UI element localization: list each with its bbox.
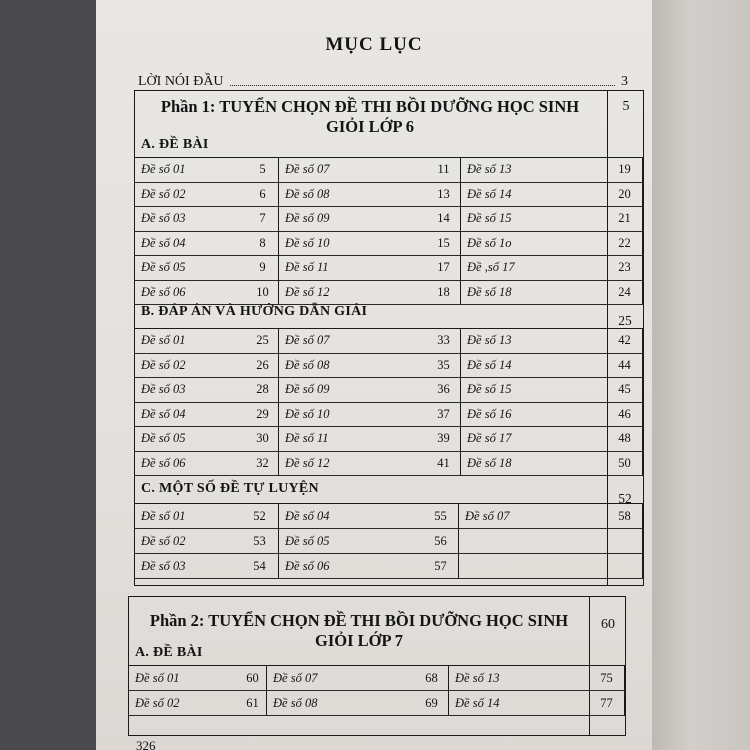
toc-entry-page: 23 (607, 256, 643, 280)
toc-entry-page: 29 (247, 403, 279, 427)
toc-entry-page: 58 (607, 504, 643, 528)
part1-b-page: 25 (618, 313, 632, 328)
toc-entry-page: 3 (621, 74, 628, 89)
toc-entry-page: 26 (247, 354, 279, 378)
toc-entry-page: 55 (423, 504, 459, 528)
toc-entry-page: 57 (423, 554, 459, 578)
toc-entry-page: 61 (239, 691, 267, 715)
toc-entry-label: Đề số 10 (285, 406, 330, 421)
toc-entry-label: Đề số 05 (141, 260, 186, 275)
toc-entry-label: Đề số 11 (285, 431, 329, 446)
toc-entry-label: Đề số 12 (285, 284, 330, 299)
dot-leader (230, 85, 615, 86)
toc-entry-label: Đề số 10 (285, 235, 330, 250)
toc-entry-page (607, 529, 643, 553)
toc-entry-label: Đề số 06 (141, 284, 186, 299)
table-row (135, 378, 643, 403)
part1-title-line2: GIỎI LỚP 6 (325, 117, 415, 136)
toc-entry-label: Đề số 14 (467, 357, 512, 372)
toc-entry-page: 68 (415, 666, 449, 690)
toc-entry-page: 6 (247, 183, 279, 207)
table-row (135, 256, 643, 281)
toc-entry-label: Đề số 03 (141, 558, 186, 573)
toc-entry-page: 56 (423, 529, 459, 553)
toc-entry-page: 14 (427, 207, 461, 231)
toc-entry-label: Đề số 18 (467, 455, 512, 470)
toc-entry-page: 69 (415, 691, 449, 715)
toc-entry-label: Đề số 09 (285, 211, 330, 226)
toc-entry-label: Đề số 04 (141, 235, 186, 250)
toc-entry-page: 42 (607, 329, 643, 353)
part2-page: 60 (601, 617, 615, 632)
toc-entry-label: Đề ,số 17 (467, 260, 515, 275)
toc-entry-page (607, 554, 643, 578)
table-row (135, 207, 643, 232)
table-row (135, 529, 643, 554)
toc-entry-label: Đề số 06 (285, 558, 330, 573)
toc-entry-page: 52 (241, 504, 279, 528)
toc-entry-page: 5 (247, 158, 279, 182)
toc-entry-label: Đề số 01 (141, 333, 186, 348)
toc-entry-label: Đề số 09 (285, 382, 330, 397)
toc-entry-intro (138, 72, 628, 90)
toc-entry-page: 28 (247, 378, 279, 402)
table-row (135, 183, 643, 208)
toc-entry-label: Đề số 1o (467, 235, 512, 250)
toc-entry-page: 77 (589, 691, 625, 715)
part1-c-title: C. MỘT SỐ ĐỀ TỰ LUYỆN (141, 481, 319, 496)
toc-entry-page: 15 (427, 232, 461, 256)
toc-entry-label: Đề số 14 (455, 695, 500, 710)
part1-section (134, 90, 644, 586)
toc-entry-page: 8 (247, 232, 279, 256)
toc-entry-page: 44 (607, 354, 643, 378)
toc-entry-label: Đề số 02 (141, 357, 186, 372)
toc-entry-label: Đề số 06 (141, 455, 186, 470)
toc-entry-label: Đề số 01 (141, 508, 186, 523)
table-row (135, 403, 643, 428)
book-page (96, 0, 652, 750)
toc-entry-label: LỜI NÓI ĐẦU (138, 74, 224, 89)
toc-entry-label: Đề số 13 (455, 670, 500, 685)
toc-entry-page: 21 (607, 207, 643, 231)
toc-entry-label: Đề số 15 (467, 382, 512, 397)
toc-entry-label: Đề số 08 (285, 186, 330, 201)
toc-entry-label: Đề số 05 (285, 533, 330, 548)
table-row (135, 158, 643, 183)
page-number: 326 (136, 738, 156, 750)
toc-entry-page: 10 (247, 281, 279, 305)
toc-entry-label (459, 554, 607, 578)
toc-entry-label: Đề số 07 (273, 670, 318, 685)
part1-title (135, 97, 605, 137)
toc-entry-label: Đề số 07 (285, 162, 330, 177)
toc-entry-page: 22 (607, 232, 643, 256)
table-row (135, 281, 643, 306)
toc-entry-label: Đề số 08 (285, 357, 330, 372)
page-title: MỤC LỤC (325, 34, 423, 55)
toc-entry-label: Đề số 15 (467, 211, 512, 226)
toc-entry-label: Đề số 17 (467, 431, 512, 446)
toc-entry-page: 35 (427, 354, 461, 378)
toc-entry-label: Đề số 12 (285, 455, 330, 470)
toc-entry-page: 11 (427, 158, 461, 182)
toc-entry-label: Đề số 02 (135, 695, 180, 710)
toc-entry-label: Đề số 05 (141, 431, 186, 446)
toc-entry-page: 46 (607, 403, 643, 427)
part1-a-table (135, 157, 643, 305)
toc-entry-page: 50 (607, 452, 643, 476)
part1-b-title: B. ĐÁP ÁN VÀ HƯỚNG DẪN GIẢI (141, 304, 368, 319)
toc-entry-page: 25 (247, 329, 279, 353)
part1-a-title: A. ĐỀ BÀI (141, 137, 209, 152)
toc-entry-label: Đề số 03 (141, 382, 186, 397)
toc-entry-page: 30 (247, 427, 279, 451)
table-row (135, 554, 643, 579)
part2-a-table (129, 665, 625, 716)
toc-entry-label: Đề số 01 (135, 670, 180, 685)
toc-entry-label: Đề số 16 (467, 406, 512, 421)
part1-title-line1: Phần 1: TUYỂN CHỌN ĐỀ THI BỒI DƯỠNG HỌC SINH (160, 97, 580, 116)
toc-entry-page: 36 (427, 378, 461, 402)
table-row (135, 504, 643, 529)
part1-c-page: 52 (618, 491, 632, 506)
toc-entry-label: Đề số 08 (273, 695, 318, 710)
table-row (135, 232, 643, 257)
toc-entry-page: 24 (607, 281, 643, 305)
toc-entry-label (459, 529, 607, 553)
table-row (129, 666, 625, 691)
toc-entry-page: 18 (427, 281, 461, 305)
toc-entry-page: 33 (427, 329, 461, 353)
toc-entry-page: 53 (241, 529, 279, 553)
part2-title-line1: Phần 2: TUYỂN CHỌN ĐỀ THI BỒI DƯỠNG HỌC SINH (149, 611, 569, 630)
toc-entry-page: 17 (427, 256, 461, 280)
toc-entry-page: 41 (427, 452, 461, 476)
table-row (129, 691, 625, 716)
toc-entry-page: 48 (607, 427, 643, 451)
toc-entry-label: Đề số 01 (141, 162, 186, 177)
toc-entry-page: 37 (427, 403, 461, 427)
part1-page: 5 (622, 99, 630, 114)
toc-entry-page: 60 (239, 666, 267, 690)
toc-entry-label: Đề số 18 (467, 284, 512, 299)
toc-entry-label: Đề số 02 (141, 533, 186, 548)
toc-entry-label: Đề số 07 (285, 333, 330, 348)
toc-entry-label: Đề số 13 (467, 162, 512, 177)
part2-title-line2: GIỎI LỚP 7 (314, 631, 404, 650)
part2-section (128, 596, 626, 736)
part1-b-table (135, 328, 643, 476)
toc-entry-label: Đề số 13 (467, 333, 512, 348)
toc-entry-page: 39 (427, 427, 461, 451)
toc-entry-label: Đề số 11 (285, 260, 329, 275)
table-row (135, 452, 643, 477)
toc-entry-page: 45 (607, 378, 643, 402)
toc-entry-page: 19 (607, 158, 643, 182)
toc-entry-page: 54 (241, 554, 279, 578)
toc-entry-label: Đề số 04 (285, 508, 330, 523)
toc-entry-page: 75 (589, 666, 625, 690)
toc-entry-page: 20 (607, 183, 643, 207)
adjacent-page-edge (652, 0, 750, 750)
part1-c-table (135, 503, 643, 579)
table-row (135, 329, 643, 354)
toc-entry-page: 13 (427, 183, 461, 207)
table-row (135, 427, 643, 452)
toc-entry-page: 9 (247, 256, 279, 280)
toc-entry-label: Đề số 04 (141, 406, 186, 421)
toc-entry-label: Đề số 14 (467, 186, 512, 201)
toc-entry-page: 32 (247, 452, 279, 476)
part2-a-title: A. ĐỀ BÀI (135, 645, 203, 660)
toc-entry-page: 7 (247, 207, 279, 231)
table-row (135, 354, 643, 379)
toc-entry-label: Đề số 03 (141, 211, 186, 226)
toc-entry-label: Đề số 02 (141, 186, 186, 201)
toc-entry-label: Đề số 07 (465, 508, 510, 523)
